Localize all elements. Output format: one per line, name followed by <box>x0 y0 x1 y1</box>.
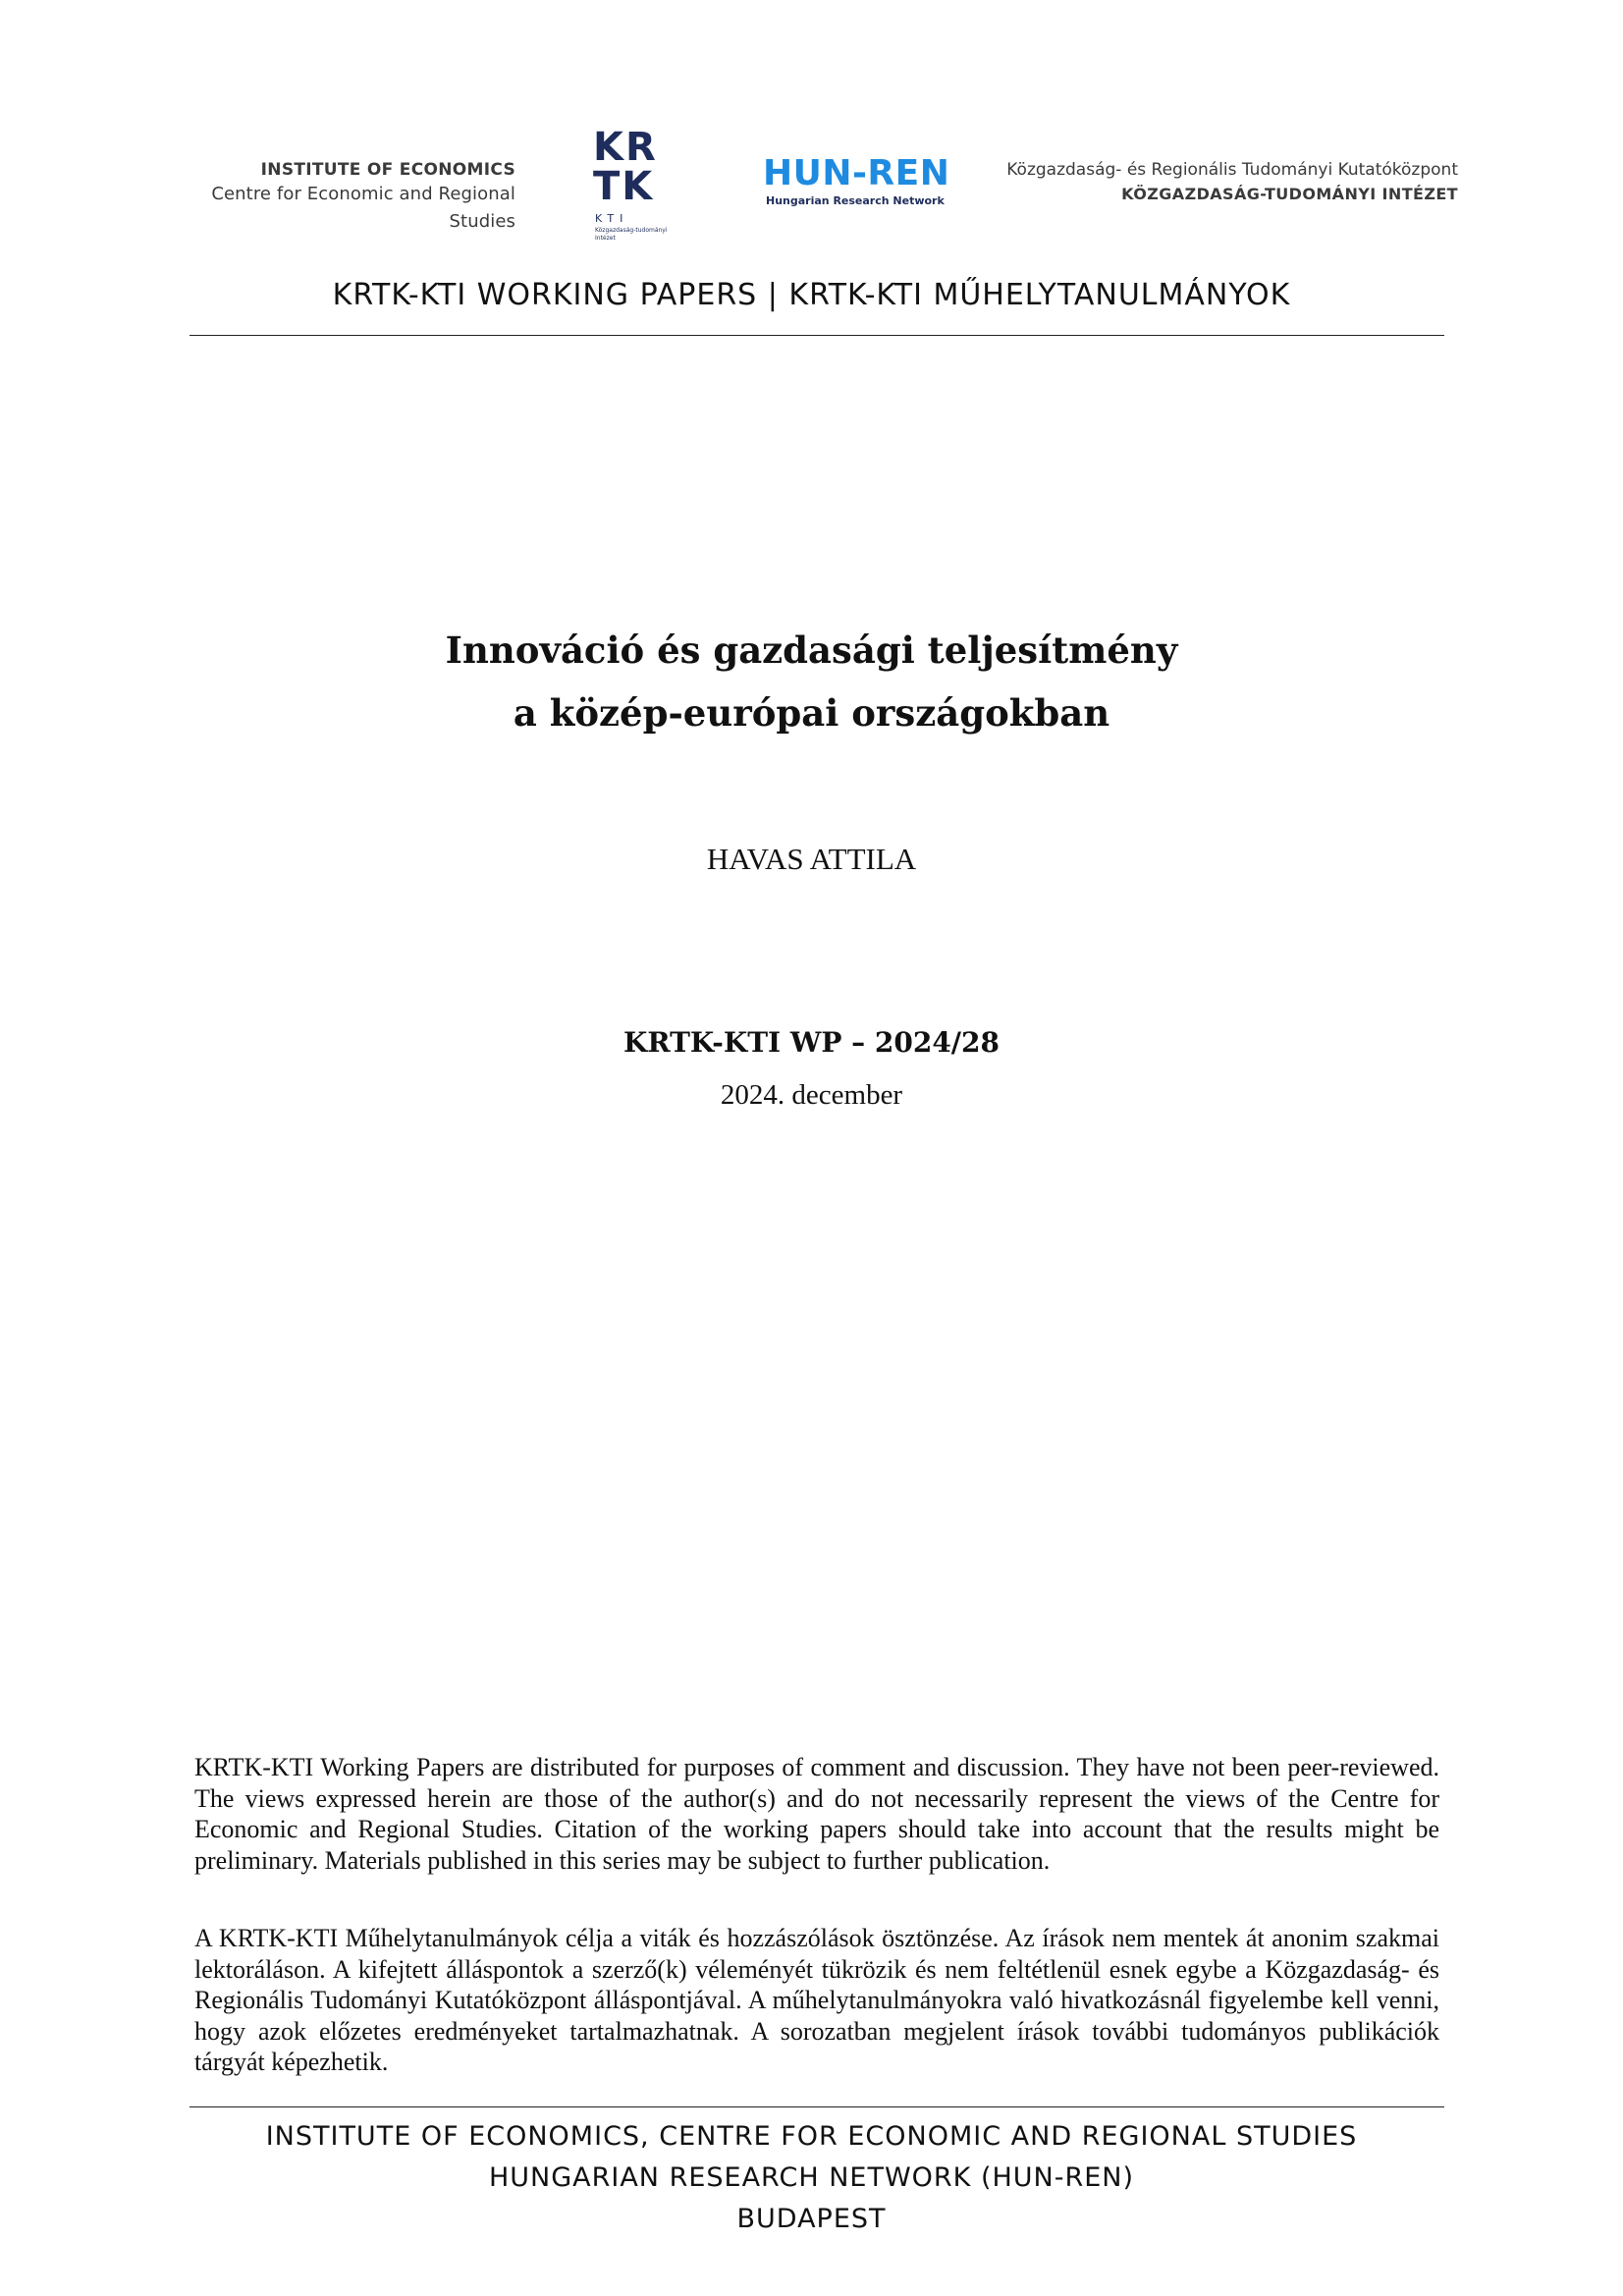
footer <box>0 2116 1623 2240</box>
krtk-logo-kti: KTI <box>595 212 629 225</box>
working-paper-number: KRTK-KTI WP – 2024/28 <box>622 1026 1000 1059</box>
header-divider <box>189 335 1444 336</box>
paper-title-line1: Innováció és gazdasági teljesítmény <box>445 629 1178 672</box>
footer-line2: HUNGARIAN RESEARCH NETWORK (HUN-REN) <box>488 2162 1135 2193</box>
kti-hu-logo-line1: Közgazdaság- és Regionális Tudományi Kutatóközpont <box>1006 160 1458 180</box>
institute-logo-line2: Centre for Economic and Regional Studies <box>211 184 515 232</box>
paper-title-line2: a közép-európai országokban <box>513 691 1110 735</box>
krtk-kti-logo <box>593 125 683 246</box>
hun-ren-logo <box>763 155 959 207</box>
publication-date: 2024. december <box>720 1079 903 1111</box>
footer-line3: BUDAPEST <box>736 2204 887 2234</box>
kti-hungarian-logo <box>987 159 1458 208</box>
krtk-logo-small-text: Közgazdaság-tudományi Intézet <box>595 227 668 242</box>
institute-logo-line1: INSTITUTE OF ECONOMICS <box>260 160 515 180</box>
krtk-logo-row1: KR <box>593 125 658 170</box>
kti-hu-logo-line2: KÖZGAZDASÁG-TUDOMÁNYI INTÉZET <box>1121 185 1458 203</box>
hun-ren-logo-subtitle: Hungarian Research Network <box>766 194 945 207</box>
krtk-logo-row2: TK <box>593 164 655 209</box>
institute-of-economics-logo <box>180 159 515 236</box>
footer-divider <box>189 2106 1444 2107</box>
paper-author: HAVAS ATTILA <box>706 842 917 876</box>
series-header: KRTK-KTI WORKING PAPERS | KRTK-KTI MŰHELYTANULMÁNYOK <box>332 278 1291 312</box>
disclaimer-hungarian: A KRTK-KTI Műhelytanulmányok célja a viták és hozzászólások ösztönzése. Az írások nem mentek át anonim szakmai lektoráláson. A kifejtett álláspontok a szerző(k) véleményét tükrözik és nem feltétlenül esnek egybe a Közgazdaság- és Regionális Tudományi Kutatóközpont álláspontjával. A műhelytanulmányokra való hivatkozásnál figyelembe kell venni, hogy azok előzetes eredményeket tartalmazhatnak. A sorozatban megjelent írások további tudományos publikációk tárgyát képezhetik. <box>194 1924 1439 2076</box>
hun-ren-logo-name: HUN-REN <box>763 153 950 193</box>
paper-title <box>0 619 1623 744</box>
footer-line1: INSTITUTE OF ECONOMICS, CENTRE FOR ECONOMIC AND REGIONAL STUDIES <box>265 2121 1358 2152</box>
disclaimer-english: KRTK-KTI Working Papers are distributed for purposes of comment and discussion. They have not been peer-reviewed. The views expressed herein are those of the author(s) and do not necessarily represent the views of the Centre for Economic and Regional Studies. Citation of the working papers should take into account that the results might be preliminary. Materials published in this series may be subject to further publication. <box>194 1753 1439 1875</box>
